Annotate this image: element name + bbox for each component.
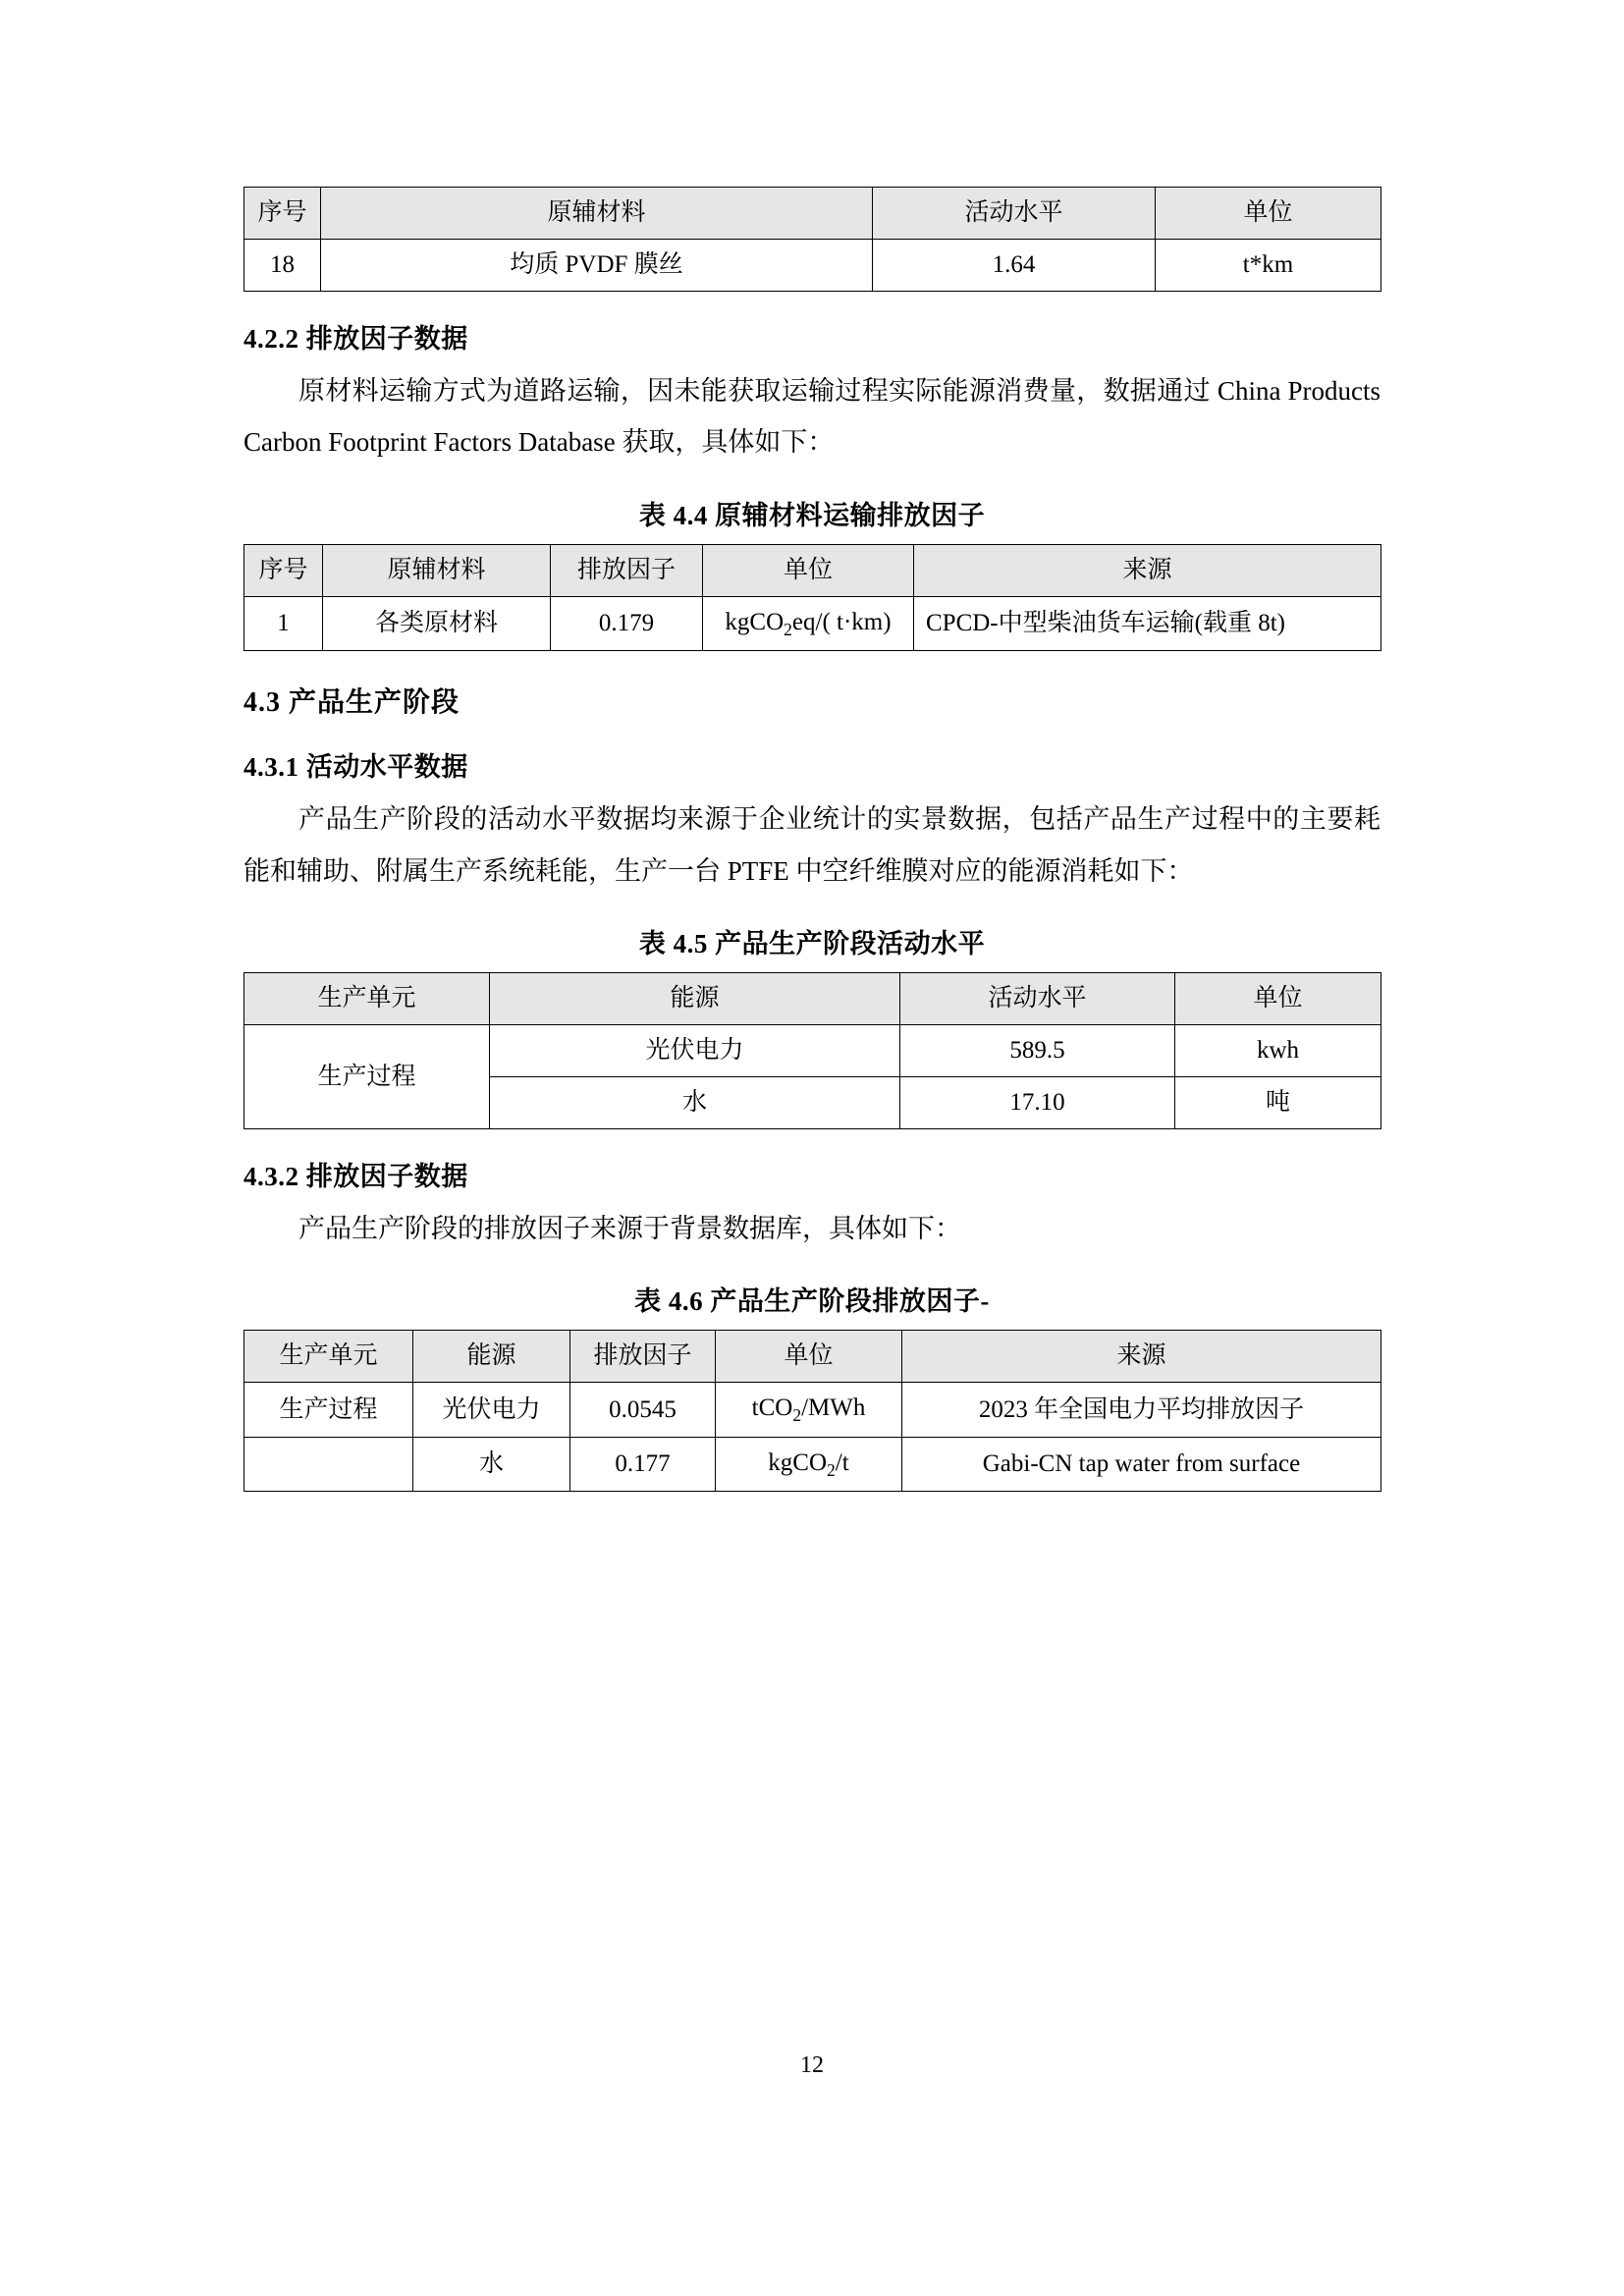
col-header-material: 原辅材料 bbox=[323, 544, 551, 596]
cell-index: 1 bbox=[244, 596, 323, 651]
col-header-emission-factor: 排放因子 bbox=[570, 1331, 716, 1383]
col-header-production-unit: 生产单元 bbox=[244, 973, 490, 1025]
caption-table-4-4: 表 4.4 原辅材料运输排放因子 bbox=[638, 500, 986, 530]
paragraph-4-3-2: 产品生产阶段的排放因子来源于背景数据库，具体如下： bbox=[298, 1213, 961, 1243]
paragraph-4-3-1: 产品生产阶段的活动水平数据均来源于企业统计的实景数据，包括产品生产过程中的主要耗能和辅助、附属生产系统耗能，生产一台 PTFE 中空纤维膜对应的能源消耗如下： bbox=[244, 804, 1380, 886]
col-header-production-unit: 生产单元 bbox=[244, 1331, 413, 1383]
cell-unit: kgCO$_2$/t bbox=[716, 1437, 902, 1492]
cell-unit: 吨 bbox=[1175, 1076, 1381, 1128]
cell-material: 各类原材料 bbox=[323, 596, 551, 651]
col-header-source: 来源 bbox=[902, 1331, 1381, 1383]
col-header-material: 原辅材料 bbox=[321, 188, 873, 240]
paragraph-4-2-2: 原材料运输方式为道路运输，因未能获取运输过程实际能源消费量，数据通过 China Products Carbon Footprint Factors Database 获取，具体如下： bbox=[244, 375, 1380, 458]
heading-4-2-2: 4.2.2 排放因子数据 bbox=[244, 323, 468, 354]
cell-unit: tCO$_2$/MWh bbox=[716, 1383, 902, 1438]
col-header-index: 序号 bbox=[244, 188, 321, 240]
cell-activity-level: 589.5 bbox=[900, 1025, 1175, 1077]
cell-energy: 光伏电力 bbox=[413, 1383, 570, 1438]
table-4-5-production-activity-level bbox=[244, 972, 1381, 1128]
table-row bbox=[244, 1437, 1381, 1492]
table-row bbox=[244, 1383, 1381, 1438]
col-header-source: 来源 bbox=[914, 544, 1381, 596]
col-header-activity-level: 活动水平 bbox=[873, 188, 1156, 240]
cell-emission-factor: 0.177 bbox=[570, 1437, 716, 1492]
table-header-row bbox=[244, 973, 1381, 1025]
table-4-4-transport-emission-factors bbox=[244, 544, 1381, 651]
cell-production-unit: 生产过程 bbox=[244, 1383, 413, 1438]
cell-energy: 光伏电力 bbox=[490, 1025, 900, 1077]
table-4-6-production-emission-factors bbox=[244, 1330, 1381, 1492]
cell-activity-level: 1.64 bbox=[873, 239, 1156, 291]
table-row bbox=[244, 1025, 1381, 1077]
col-header-unit: 单位 bbox=[703, 544, 914, 596]
cell-source: 2023 年全国电力平均排放因子 bbox=[902, 1383, 1381, 1438]
cell-activity-level: 17.10 bbox=[900, 1076, 1175, 1128]
table-row bbox=[244, 239, 1381, 291]
cell-unit: kwh bbox=[1175, 1025, 1381, 1077]
heading-4-3: 4.3 产品生产阶段 bbox=[244, 687, 460, 719]
cell-production-unit bbox=[244, 1437, 413, 1492]
cell-production-unit: 生产过程 bbox=[244, 1025, 490, 1129]
cell-unit: t*km bbox=[1156, 239, 1381, 291]
caption-table-4-6: 表 4.6 产品生产阶段排放因子- bbox=[634, 1286, 990, 1317]
cell-source: CPCD-中型柴油货车运输(载重 8t) bbox=[914, 596, 1381, 651]
cell-source: Gabi-CN tap water from surface bbox=[902, 1437, 1381, 1492]
page-content bbox=[244, 187, 1380, 1492]
table-header-row bbox=[244, 188, 1381, 240]
table-header-row bbox=[244, 1331, 1381, 1383]
heading-4-3-1: 4.3.1 活动水平数据 bbox=[244, 752, 468, 783]
page-number: 12 bbox=[800, 2052, 824, 2078]
col-header-unit: 单位 bbox=[1156, 188, 1381, 240]
table-raw-material-transport-continued bbox=[244, 187, 1381, 292]
cell-energy: 水 bbox=[490, 1076, 900, 1128]
table-header-row bbox=[244, 544, 1381, 596]
cell-emission-factor: 0.179 bbox=[551, 596, 703, 651]
table-row bbox=[244, 596, 1381, 651]
heading-4-3-2: 4.3.2 排放因子数据 bbox=[244, 1161, 468, 1191]
cell-index: 18 bbox=[244, 239, 321, 291]
cell-material: 均质 PVDF 膜丝 bbox=[321, 239, 873, 291]
col-header-energy: 能源 bbox=[490, 973, 900, 1025]
col-header-activity-level: 活动水平 bbox=[900, 973, 1175, 1025]
col-header-unit: 单位 bbox=[1175, 973, 1381, 1025]
caption-table-4-5: 表 4.5 产品生产阶段活动水平 bbox=[638, 929, 986, 959]
col-header-index: 序号 bbox=[244, 544, 323, 596]
col-header-emission-factor: 排放因子 bbox=[551, 544, 703, 596]
col-header-unit: 单位 bbox=[716, 1331, 902, 1383]
col-header-energy: 能源 bbox=[413, 1331, 570, 1383]
cell-energy: 水 bbox=[413, 1437, 570, 1492]
cell-unit: kgCO$_2$eq/( t·km) bbox=[703, 596, 914, 651]
cell-emission-factor: 0.0545 bbox=[570, 1383, 716, 1438]
